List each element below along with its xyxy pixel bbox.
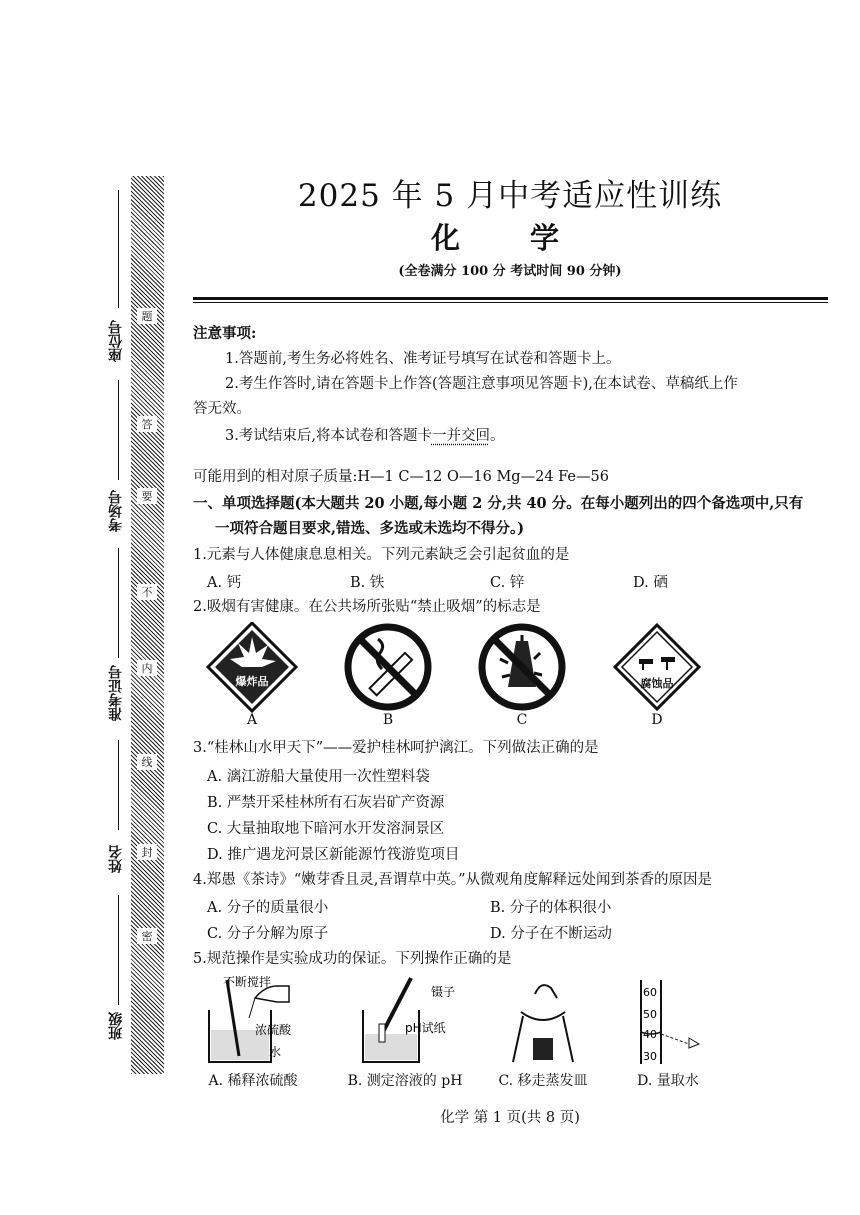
field-class: 班级: [108, 1012, 124, 1040]
question-4-stem: 4.郑愚《茶诗》“嫩芽香且灵,吾谓草中英。”从微观角度解释远处闻到茶香的原因是: [193, 872, 713, 888]
no-smoking-sign-icon: [348, 627, 428, 707]
dilute-acid-figure-icon: [209, 974, 292, 1062]
notice-item: 1.答题前,考生务必将姓名、准考证号填写在试卷和答题卡上。: [225, 351, 621, 367]
blank-line: [118, 895, 119, 1005]
seal-word: 封: [137, 844, 157, 860]
measuring-cylinder-figure-icon: [641, 980, 699, 1064]
q2-signs: [200, 622, 800, 714]
section-heading-cont: 一项符合题目要求,错选、多选或未选均不得分。): [215, 520, 525, 537]
fig-text-tweezers: 镊子: [431, 985, 456, 999]
corrosive-sign-icon: [615, 625, 699, 709]
q4-option-c: C. 分子分解为原子: [207, 926, 329, 942]
seal-strip: [131, 176, 164, 1074]
evaporating-dish-figure-icon: [513, 985, 573, 1062]
q2-label-c: C: [516, 712, 528, 728]
atomic-masses: 可能用到的相对原子质量:H—1 C—12 O—16 Mg—24 Fe—56: [193, 469, 609, 485]
q5-label-a: A. 稀释浓硫酸: [208, 1073, 298, 1089]
seal-word: 线: [137, 754, 157, 770]
sign-text-explosive: 爆炸品: [235, 675, 269, 688]
q3-option-d: D. 推广遇龙河景区新能源竹筏游览项目: [207, 847, 460, 863]
page-footer: 化学 第 1 页(共 8 页): [440, 1110, 580, 1126]
seal-word: 答: [137, 416, 157, 432]
q1-option-d: D. 硒: [633, 575, 668, 591]
q1-option-c: C. 锌: [490, 575, 525, 591]
seal-word: 密: [137, 928, 157, 944]
fig-text-stir: 不断搅拌: [223, 975, 272, 989]
q2-label-a: A: [246, 712, 258, 728]
q1-option-b: B. 铁: [350, 575, 385, 591]
blank-line: [118, 548, 119, 658]
exam-title: 2025 年 5 月中考适应性训练: [297, 178, 723, 214]
seal-word: 内: [137, 660, 157, 676]
q5-label-b: B. 测定溶液的 pH: [347, 1073, 463, 1089]
sign-text-corrosive: 腐蚀品: [640, 677, 674, 690]
subject-title: 化 学: [430, 221, 590, 255]
explosive-sign-icon: [208, 623, 296, 711]
blank-line: [118, 380, 119, 480]
q1-option-a: A. 钙: [207, 575, 242, 591]
notice-emphasis: 一并交回: [431, 428, 490, 444]
blank-line: [118, 190, 119, 308]
fig-text-acid: 浓硫酸: [255, 1023, 292, 1037]
notice-heading: 注意事项:: [193, 325, 257, 342]
no-fireworks-sign-icon: [482, 627, 562, 707]
field-seat-number: 座位号: [108, 320, 124, 362]
notice-item: 2.考生作答时,请在答题卡上作答(答题注意事项见答题卡),在本试卷、草稿纸上作: [225, 376, 738, 392]
q3-option-c: C. 大量抽取地下暗河水开发溶洞景区: [207, 821, 445, 837]
header-rule-thin: [193, 302, 828, 303]
ph-test-figure-icon: [363, 978, 455, 1062]
question-2-stem: 2.吸烟有害健康。在公共场所张贴“禁止吸烟”的标志是: [193, 599, 541, 615]
notice-item: 答无效。: [193, 401, 251, 417]
q4-option-b: B. 分子的体积很小: [490, 900, 612, 916]
tick-40: 40: [643, 1028, 657, 1041]
notice-item-text: 3.考试结束后,将本试卷和答题卡一并交回。: [225, 428, 505, 444]
blank-line: [118, 740, 119, 830]
notice-item: [225, 426, 504, 446]
tick-30: 30: [643, 1050, 657, 1063]
q5-label-c: C. 移走蒸发皿: [498, 1073, 588, 1089]
tick-50: 50: [643, 1008, 657, 1021]
question-1-stem: 1.元素与人体健康息息相关。下列元素缺乏会引起贫血的是: [193, 547, 570, 563]
q4-option-a: A. 分子的质量很小: [207, 900, 329, 916]
tick-60: 60: [643, 986, 657, 999]
field-exam-room: 考场号: [108, 490, 124, 532]
seal-word: 要: [137, 488, 157, 504]
field-name: 姓名: [108, 845, 124, 873]
header-rule: [193, 297, 828, 300]
seal-word: 不: [137, 584, 157, 600]
q3-option-b: B. 严禁开采桂林所有石灰岩矿产资源: [207, 795, 445, 811]
q5-figures: [195, 972, 715, 1070]
question-5-stem: 5.规范操作是实验成功的保证。下列操作正确的是: [193, 951, 512, 967]
q3-option-a: A. 漓江游船大量使用一次性塑料袋: [207, 769, 430, 785]
q4-option-d: D. 分子在不断运动: [490, 926, 612, 942]
q2-label-d: D: [651, 712, 663, 728]
q5-label-d: D. 量取水: [637, 1073, 699, 1089]
section-heading: 一、单项选择题(本大题共 20 小题,每小题 2 分,共 40 分。在每小题列出的四个备选项中,只有: [193, 495, 804, 512]
question-3-stem: 3.“桂林山水甲天下”——爱护桂林呵护漓江。下列做法正确的是: [193, 740, 599, 756]
fig-text-water: 水: [269, 1045, 282, 1059]
q2-label-b: B: [382, 712, 394, 728]
seal-word: 题: [137, 308, 157, 324]
fig-text-ph-paper: pH试纸: [405, 1021, 446, 1035]
exam-note: (全卷满分 100 分 考试时间 90 分钟): [398, 264, 622, 279]
field-exam-id: 准考证号: [108, 665, 124, 721]
